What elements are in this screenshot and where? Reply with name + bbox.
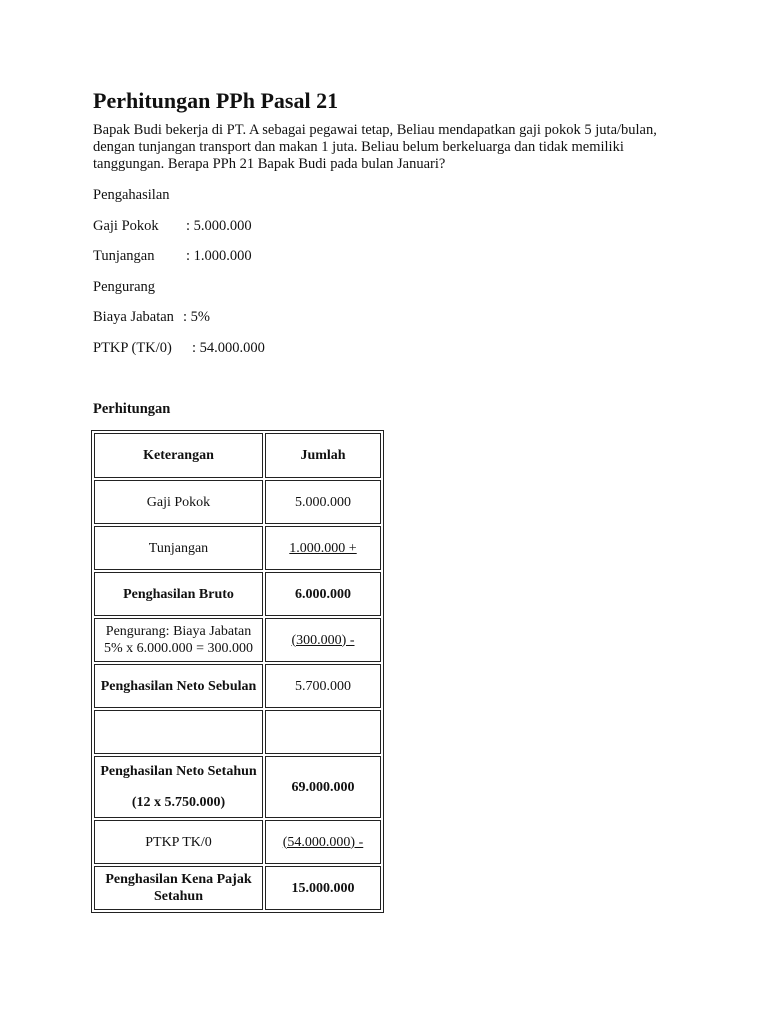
table-row	[94, 756, 381, 818]
tunjangan-line	[93, 248, 693, 265]
gaji-pokok-label: Gaji Pokok	[93, 217, 159, 234]
table-row	[94, 866, 381, 910]
table-row	[94, 526, 381, 570]
row-pengurang-desc-line1: Pengurang: Biaya Jabatan	[105, 624, 252, 639]
table-row	[94, 572, 381, 616]
ptkp-label: PTKP (TK/0)	[93, 339, 172, 356]
row-pengurang-amount-text: (300.000) -	[291, 632, 355, 648]
row-neto-setahun-desc	[94, 756, 263, 818]
header-jumlah: Jumlah	[265, 433, 381, 478]
row-empty-desc	[94, 710, 263, 754]
row-empty-amount	[265, 710, 381, 754]
table-row	[94, 820, 381, 864]
row-ptkp-amount	[265, 820, 381, 864]
row-pengurang-desc-line2: 5% x 6.000.000 = 300.000	[103, 641, 254, 656]
tunjangan-value: : 1.000.000	[186, 248, 252, 264]
row-ptkp-desc: PTKP TK/0	[94, 820, 263, 864]
row-neto-setahun-note: (12 x 5.750.000)	[131, 795, 226, 810]
biaya-jabatan-value: : 5%	[183, 309, 210, 325]
header-keterangan: Keterangan	[94, 433, 263, 478]
row-bruto-amount: 6.000.000	[265, 572, 381, 616]
row-tunjangan-desc: Tunjangan	[94, 526, 263, 570]
row-pengurang-desc	[94, 618, 263, 662]
row-pengurang-amount	[265, 618, 381, 662]
row-gaji-pokok-amount: 5.000.000	[265, 480, 381, 524]
table-row	[94, 480, 381, 524]
income-heading: Pengahasilan	[93, 187, 170, 203]
row-tunjangan-amount	[265, 526, 381, 570]
gaji-pokok-line	[93, 218, 693, 235]
tunjangan-label: Tunjangan	[93, 248, 155, 264]
ptkp-value: : 54.000.000	[192, 339, 265, 356]
row-neto-setahun-amount: 69.000.000	[265, 756, 381, 818]
row-bruto-desc: Penghasilan Bruto	[94, 572, 263, 616]
row-neto-sebulan-desc: Penghasilan Neto Sebulan	[94, 664, 263, 708]
calculation-heading: Perhitungan	[93, 400, 171, 417]
row-tunjangan-amount-text: 1.000.000 +	[289, 540, 357, 556]
page-title: Perhitungan PPh Pasal 21	[93, 88, 339, 113]
row-neto-sebulan-amount: 5.700.000	[265, 664, 381, 708]
table-row	[94, 618, 381, 662]
table-header-row	[94, 433, 381, 478]
row-gaji-pokok-desc: Gaji Pokok	[94, 480, 263, 524]
document-body	[93, 86, 693, 418]
row-ptkp-amount-text: (54.000.000) -	[282, 834, 364, 850]
gaji-pokok-value: : 5.000.000	[186, 217, 252, 234]
row-pkp-amount: 15.000.000	[265, 866, 381, 910]
row-pkp-desc: Penghasilan Kena Pajak Setahun	[94, 866, 263, 910]
row-neto-setahun-label: Penghasilan Neto Setahun	[100, 764, 257, 779]
biaya-jabatan-line	[93, 309, 693, 326]
table-row	[94, 664, 381, 708]
table-row-empty	[94, 710, 381, 754]
calculation-table	[91, 430, 384, 913]
deduction-heading: Pengurang	[93, 278, 156, 295]
biaya-jabatan-label: Biaya Jabatan	[93, 309, 174, 325]
problem-statement: Bapak Budi bekerja di PT. A sebagai pegawai tetap, Beliau mendapatkan gaji pokok 5 juta/bulan, dengan tunjangan transport dan makan 1 juta. Beliau belum berkeluarga dan tidak memiliki tanggungan. Berapa PPh 21 Bapak Budi pada bulan Januari?	[93, 122, 657, 172]
ptkp-line	[93, 340, 693, 357]
